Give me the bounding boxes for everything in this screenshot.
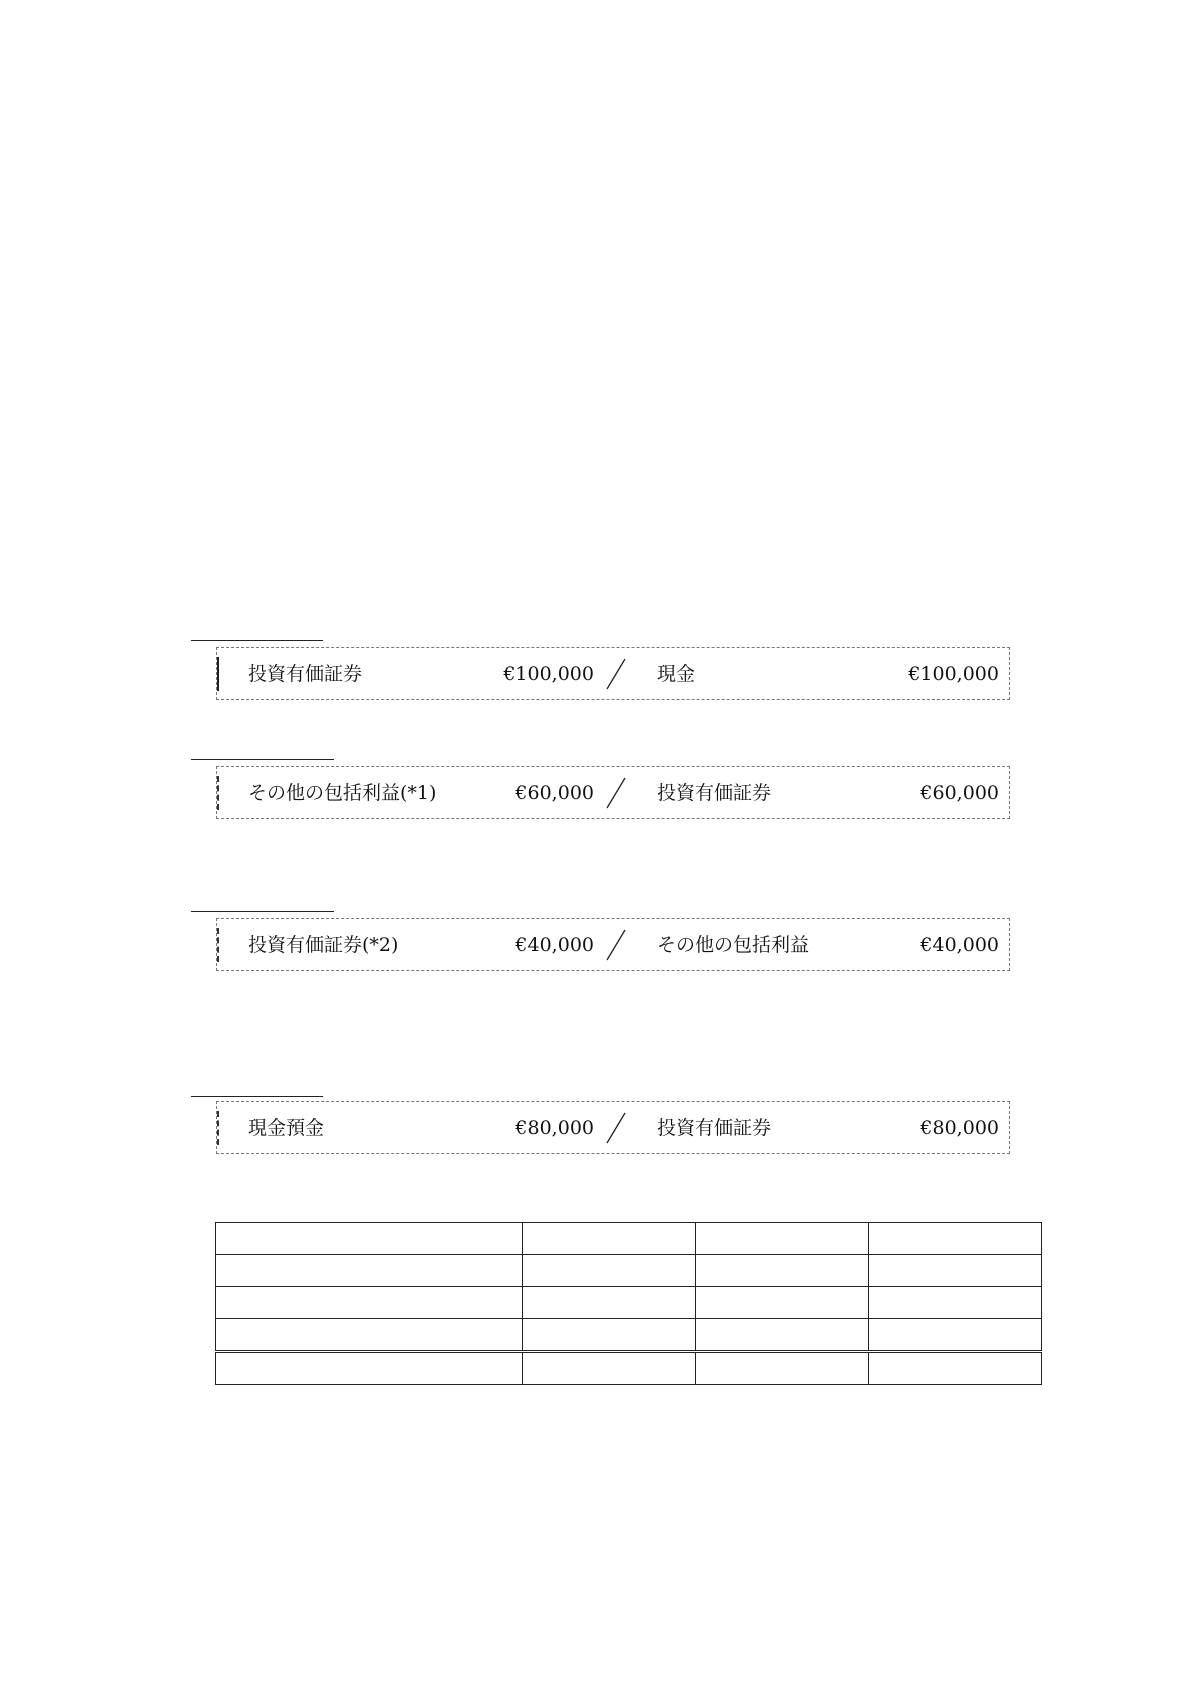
section-rule-4 bbox=[191, 1096, 323, 1097]
entry-marker bbox=[217, 928, 219, 962]
table-cell bbox=[216, 1352, 523, 1385]
debit-amount: €80,000 bbox=[515, 1117, 594, 1139]
journal-entry bbox=[216, 918, 1010, 971]
table-cell bbox=[696, 1352, 869, 1385]
debit-amount: €100,000 bbox=[503, 663, 594, 685]
debit-account: 投資有価証券(*2) bbox=[248, 934, 399, 956]
table-cell bbox=[216, 1255, 523, 1287]
journal-entry bbox=[216, 1101, 1010, 1154]
slash-separator bbox=[605, 657, 627, 691]
entry-marker bbox=[217, 1111, 219, 1145]
credit-amount: €40,000 bbox=[920, 934, 999, 956]
journal-entry bbox=[216, 647, 1010, 700]
table-cell bbox=[869, 1319, 1042, 1352]
table-cell bbox=[696, 1223, 869, 1255]
summary-table bbox=[215, 1222, 1042, 1385]
slash-separator bbox=[605, 928, 627, 962]
credit-account: 投資有価証券 bbox=[657, 1117, 772, 1139]
section-rule-3 bbox=[191, 911, 334, 912]
table-row-total bbox=[216, 1352, 1042, 1385]
table-cell bbox=[869, 1287, 1042, 1319]
section-rule-1 bbox=[191, 640, 323, 641]
credit-account: 現金 bbox=[657, 663, 696, 685]
debit-account: その他の包括利益(*1) bbox=[248, 782, 437, 804]
table-cell bbox=[869, 1352, 1042, 1385]
slash-separator bbox=[605, 1111, 627, 1145]
credit-account: その他の包括利益 bbox=[657, 934, 810, 956]
table-cell bbox=[869, 1223, 1042, 1255]
table-row bbox=[216, 1223, 1042, 1255]
table-cell bbox=[216, 1287, 523, 1319]
credit-account: 投資有価証券 bbox=[657, 782, 772, 804]
debit-account: 投資有価証券 bbox=[248, 663, 363, 685]
entry-marker bbox=[217, 657, 219, 691]
section-rule-2 bbox=[191, 759, 334, 760]
table-cell bbox=[523, 1223, 696, 1255]
table-row bbox=[216, 1255, 1042, 1287]
table-cell bbox=[696, 1255, 869, 1287]
table-cell bbox=[523, 1319, 696, 1352]
credit-amount: €100,000 bbox=[908, 663, 999, 685]
table-cell bbox=[869, 1255, 1042, 1287]
table-row bbox=[216, 1319, 1042, 1352]
table-row bbox=[216, 1287, 1042, 1319]
table-cell bbox=[523, 1352, 696, 1385]
entry-marker bbox=[217, 776, 219, 810]
table-cell bbox=[696, 1287, 869, 1319]
debit-account: 現金預金 bbox=[248, 1117, 325, 1139]
credit-amount: €60,000 bbox=[920, 782, 999, 804]
debit-amount: €60,000 bbox=[515, 782, 594, 804]
journal-entry bbox=[216, 766, 1010, 819]
table-cell bbox=[216, 1223, 523, 1255]
table-cell bbox=[523, 1255, 696, 1287]
table-cell bbox=[216, 1319, 523, 1352]
table-cell bbox=[523, 1287, 696, 1319]
credit-amount: €80,000 bbox=[920, 1117, 999, 1139]
table-cell bbox=[696, 1319, 869, 1352]
debit-amount: €40,000 bbox=[515, 934, 594, 956]
slash-separator bbox=[605, 776, 627, 810]
